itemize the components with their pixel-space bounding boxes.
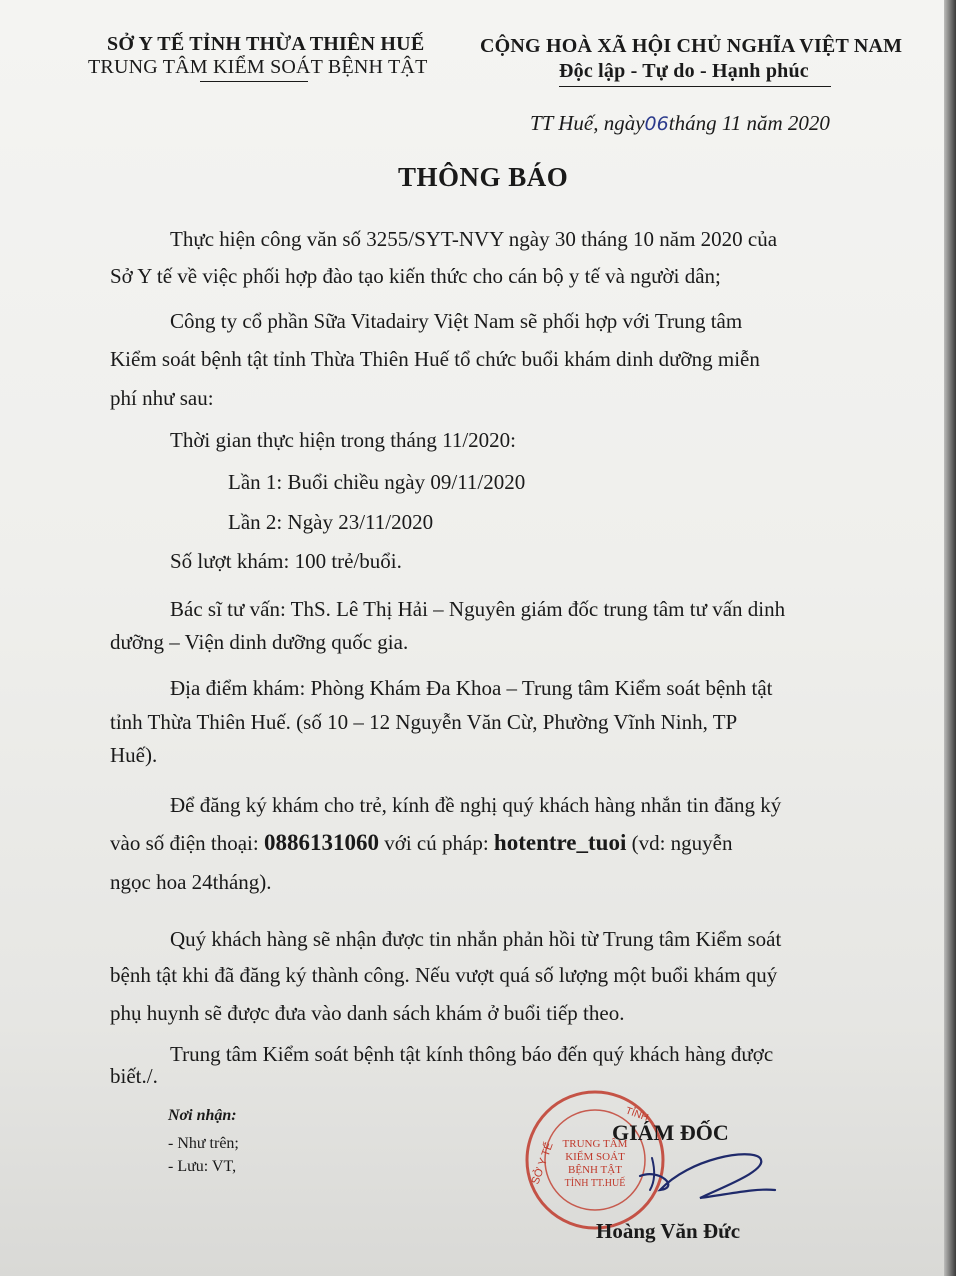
registration-text: với cú pháp: — [378, 831, 494, 855]
paragraph-line: Địa điểm khám: Phòng Khám Đa Khoa – Trung tâm Kiểm soát bệnh tật — [170, 676, 773, 700]
paragraph-line: Để đăng ký khám cho trẻ, kính đề nghị quý khách hàng nhắn tin đăng ký — [170, 793, 782, 817]
svg-text:TỈNH: TỈNH — [623, 1105, 650, 1124]
department-name: SỞ Y TẾ TỈNH THỪA THIÊN HUẾ — [107, 33, 425, 55]
svg-text:SỞ Y TẾ: SỞ Y TẾ — [529, 1140, 556, 1187]
page-edge-shadow — [944, 0, 956, 1276]
session-2: Lần 2: Ngày 23/11/2020 — [228, 510, 434, 534]
paragraph-line: ngọc hoa 24tháng). — [110, 870, 272, 894]
registration-text: (vd: nguyễn — [626, 831, 733, 855]
date-day-handwritten: 06 — [644, 113, 669, 135]
recipients-label: Nơi nhận: — [168, 1107, 237, 1124]
paragraph-line: Thực hiện công văn số 3255/SYT-NVY ngày 30 tháng 10 năm 2020 của — [170, 227, 778, 251]
national-title: CỘNG HOÀ XÃ HỘI CHỦ NGHĨA VIỆT NAM — [480, 35, 903, 57]
signer-name: Hoàng Văn Đức — [596, 1219, 741, 1243]
stamp-text: TỈNH TT.HUẾ — [564, 1178, 626, 1189]
paragraph-line: Sở Y tế về việc phối hợp đào tạo kiến thức cho cán bộ y tế và người dân; — [110, 264, 721, 288]
national-motto: Độc lập - Tự do - Hạnh phúc — [559, 60, 809, 82]
time-label: Thời gian thực hiện trong tháng 11/2020: — [170, 428, 516, 452]
paragraph-line: Kiểm soát bệnh tật tỉnh Thừa Thiên Huế tổ chức buổi khám dinh dưỡng miễn — [110, 347, 760, 371]
paragraph-line: phụ huynh sẽ được đưa vào danh sách khám ở buổi tiếp theo. — [110, 1001, 625, 1025]
registration-text: vào số điện thoại: — [110, 831, 264, 855]
agency-name: TRUNG TÂM KIỂM SOÁT BỆNH TẬT — [88, 56, 428, 78]
document-title: THÔNG BÁO — [398, 162, 569, 192]
date-prefix: TT Huế, ngày — [530, 111, 645, 135]
paragraph-line: tỉnh Thừa Thiên Huế. (số 10 – 12 Nguyễn Văn Cừ, Phường Vĩnh Ninh, TP — [110, 710, 738, 734]
session-1: Lần 1: Buổi chiều ngày 09/11/2020 — [228, 470, 526, 494]
paragraph-line: Công ty cổ phần Sữa Vitadairy Việt Nam sẽ phối hợp với Trung tâm — [170, 309, 743, 333]
motto-underline — [559, 86, 831, 87]
sms-syntax: hotentre_tuoi — [493, 830, 627, 855]
issue-date — [530, 111, 830, 136]
signature-title: GIÁM ĐỐC — [612, 1120, 729, 1145]
paragraph-line: Quý khách hàng sẽ nhận được tin nhắn phản hồi từ Trung tâm Kiểm soát — [170, 927, 782, 951]
date-suffix: tháng 11 năm 2020 — [668, 111, 830, 135]
paragraph-line: Trung tâm Kiểm soát bệnh tật kính thông báo đến quý khách hàng được — [170, 1042, 774, 1066]
recipient-item: - Như trên; — [168, 1135, 239, 1152]
paragraph-line: dưỡng – Viện dinh dưỡng quốc gia. — [110, 630, 409, 654]
paragraph-line: biết./. — [110, 1064, 158, 1088]
agency-underline — [200, 81, 308, 82]
recipient-item: - Lưu: VT, — [168, 1158, 237, 1175]
phone-number: 0886131060 — [263, 830, 379, 855]
stamp-text: TRUNG TÂM — [562, 1138, 628, 1150]
paragraph-line: Bác sĩ tư vấn: ThS. Lê Thị Hải – Nguyên giám đốc trung tâm tư vấn dinh — [170, 597, 786, 621]
paragraph-line: Huế). — [110, 743, 158, 767]
visits-count: Số lượt khám: 100 trẻ/buổi. — [170, 549, 402, 573]
stamp-text: KIỂM SOÁT — [565, 1151, 625, 1163]
paragraph-line: phí như sau: — [110, 386, 214, 410]
registration-line — [110, 830, 733, 856]
paragraph-line: bệnh tật khi đã đăng ký thành công. Nếu vượt quá số lượng một buổi khám quý — [110, 963, 778, 987]
stamp-text: BỆNH TẬT — [568, 1164, 622, 1176]
handwritten-signature — [600, 1128, 780, 1208]
